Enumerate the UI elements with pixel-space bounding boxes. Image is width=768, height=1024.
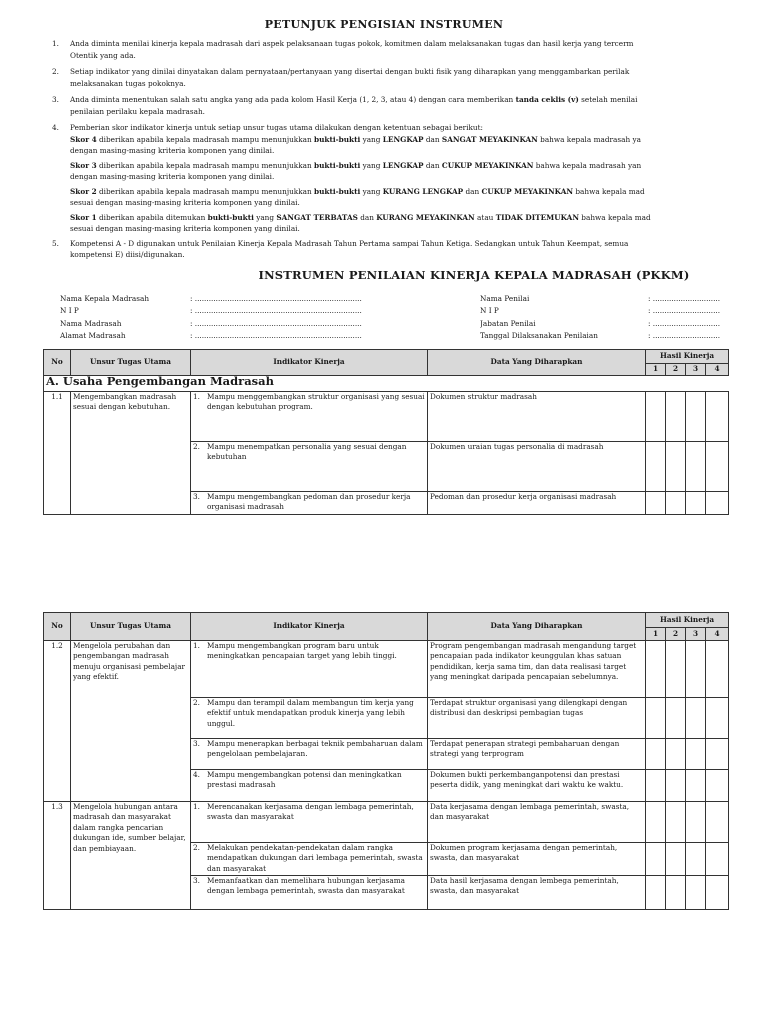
score-text: diberikan apabila kepala madrasah mampu menunjukkan (96, 186, 315, 196)
data-cell: Dokumen uraian tugas personalia di madrasah (428, 442, 646, 492)
score-text: diberikan apabila kepala madrasah mampu menunjukkan (96, 134, 315, 144)
score-text: bahwa kepala mad (573, 186, 645, 196)
indicator-cell (191, 641, 428, 698)
identity-row (60, 318, 362, 330)
indicator-cell (191, 492, 428, 515)
data-cell (428, 739, 646, 770)
score-cell-2[interactable] (666, 843, 686, 876)
data-text: Terdapat struktur organisasi yang dilengkapi dengan distribusi dan deskripsi pembagian tugas (430, 698, 628, 718)
indicator-text: Mampu mengembangkan program baru untuk meningkatkan pencapaian target yang lebih tinggi. (207, 641, 397, 661)
instruction-item (52, 122, 746, 235)
indicator-number: 2. (193, 843, 200, 852)
score-cell-2[interactable] (666, 770, 686, 802)
identity-value[interactable]: : ............................. (648, 294, 721, 303)
score-emphasis: bukti-bukti (207, 212, 254, 222)
score-emphasis: KURANG LENGKAP (382, 186, 464, 196)
identity-row (480, 293, 768, 305)
score-text: dengan masing-masing kriteria komponen yang dinilai. (70, 172, 275, 181)
instruction-number: 3. (52, 95, 59, 104)
data-cell (428, 770, 646, 802)
instruction-text: Otentik yang ada. (70, 50, 136, 60)
instrument-title: INSTRUMEN PENILAIAN KINERJA KEPALA MADRASAH (PKKM) (258, 268, 690, 282)
row-number: 1.2 (44, 641, 71, 802)
identity-value[interactable]: : ........................................................................ (190, 306, 362, 316)
score-text: yang (360, 134, 383, 144)
score-cell-2[interactable] (666, 641, 686, 698)
score-text: dan (463, 186, 482, 196)
indicator-text: Merencanakan kerjasama dengan lembaga pemerintah, swasta dan masyarakat (207, 802, 414, 822)
identity-row (480, 330, 768, 342)
indicator-text: Mampu menempatkan personalia yang sesuai dengan kebutuhan (207, 442, 407, 462)
header-data: Data Yang Diharapkan (428, 613, 646, 641)
score-cell-4[interactable] (706, 843, 729, 876)
instruction-text: Setiap indikator yang dinilai dinyatakan dalam pernyataan/pertanyaan yang disertai dengan bukti fisik yang diharapkan yang menggambarkan perilak (70, 67, 630, 76)
indicator-cell (191, 802, 428, 843)
instruction-text-part: Anda diminta menentukan salah satu angka yang ada pada kolom Hasil Kerja (1, 2, 3, atau 4) dengan cara memberikan (70, 95, 516, 104)
score-item (70, 160, 746, 183)
header-score-4: 4 (706, 628, 729, 641)
score-cell-2[interactable] (666, 739, 686, 770)
score-emphasis: LENGKAP (382, 134, 424, 144)
section-heading: A. Usaha Pengembangan Madrasah (44, 376, 729, 392)
score-emphasis: SANGAT TERBATAS (276, 212, 358, 222)
score-label: Skor 4 (70, 134, 97, 144)
data-cell: Dokumen program kerjasama dengan pemerintah, swasta, dan masyarakat (428, 843, 646, 876)
score-text: diberikan apabila ditemukan (96, 212, 208, 222)
score-emphasis: SANGAT MEYAKINKAN (441, 134, 538, 144)
data-cell (428, 698, 646, 739)
identity-label: Nama Penilai (480, 294, 530, 303)
instruction-text: kompetensi E) diisi/digunakan. (70, 250, 185, 259)
score-text: dan (423, 160, 442, 170)
header-hasil: Hasil Kinerja (646, 350, 729, 364)
score-cell-1[interactable] (646, 876, 666, 910)
instruction-text: melaksanakan tugas pokoknya. (70, 78, 186, 88)
instruction-text: Kompetensi A - D digunakan untuk Penilaian Kinerja Kepala Madrasah Tahun Pertama sampai Tahun Ketiga. Sedangkan untuk Tahun Keempat, semua (70, 238, 629, 248)
score-text: diberikan apabila kepala madrasah mampu menunjukkan (96, 160, 315, 170)
identity-row (60, 330, 362, 342)
score-emphasis: LENGKAP (382, 160, 424, 170)
score-cell-3[interactable] (686, 843, 706, 876)
identity-row (60, 293, 362, 305)
score-cell-4[interactable] (706, 442, 729, 492)
score-emphasis: TIDAK DITEMUKAN (495, 212, 579, 222)
score-label: Skor 1 (70, 212, 97, 222)
score-cell-1[interactable] (646, 392, 666, 442)
indicator-number: 1. (193, 392, 200, 401)
score-cell-1[interactable] (646, 843, 666, 876)
instruction-emphasis: tanda ceklis (v) (515, 95, 579, 104)
score-cell-4[interactable] (706, 770, 729, 802)
score-cell-3[interactable] (686, 698, 706, 739)
data-cell: Data hasil kerjasama dengan lembega pemerintah, swasta, dan masyarakat (428, 876, 646, 910)
score-emphasis: bukti-bukti (314, 186, 361, 196)
unsur-cell: Mengelola hubungan antara madrasah dan masyarakat dalam rangka pencarian dukungan ide, sumber belajar, dan pembiayaan. (71, 802, 191, 910)
score-cell-4[interactable] (706, 876, 729, 910)
score-text: yang (360, 160, 383, 170)
identity-label: Alamat Madrasah (60, 330, 126, 340)
score-cell-4[interactable] (706, 739, 729, 770)
score-text: dengan masing-masing kriteria komponen yang dinilai. (70, 146, 275, 155)
identity-value[interactable]: : ........................................................................ (190, 318, 362, 328)
score-cell-2[interactable] (666, 392, 686, 442)
score-text: dan (423, 134, 442, 144)
identity-row (60, 305, 362, 317)
score-cell-3[interactable] (686, 492, 706, 515)
identity-left (60, 293, 362, 342)
indicator-cell (191, 392, 428, 442)
score-cell-4[interactable] (706, 392, 729, 442)
instruction-text: Anda diminta menilai kinerja kepala madrasah dari aspek pelaksanaan tugas pokok, komitmen dalam melaksanakan tugas dan hasil kerja yang tercerm (70, 39, 634, 48)
assessment-table-2 (43, 612, 729, 910)
data-text: Terdapat penerapan strategi pembaharuan dengan strategi yang terprogram (430, 739, 620, 759)
score-cell-1[interactable] (646, 442, 666, 492)
unsur-cell: Mengelola perubahan dan pengembangan madrasah menuju organisasi pembelajar yang efektif. (71, 641, 191, 802)
instruction-number: 1. (52, 39, 59, 48)
score-text: yang (360, 186, 383, 196)
instruction-item (52, 238, 746, 261)
indicator-text: Mampu dan terampil dalam membangun tim kerja yang efektif untuk mendapatkan produk kinerja yang lebih unggul. (207, 698, 414, 728)
score-cell-2[interactable] (666, 802, 686, 843)
identity-row (480, 305, 768, 317)
identity-value[interactable]: : ............................. (648, 306, 721, 316)
score-cell-4[interactable] (706, 641, 729, 698)
instruction-text: Pemberian skor indikator kinerja untuk setiap unsur tugas utama dilakukan dengan ketentuan sebagai berikut: (70, 123, 483, 132)
header-data: Data Yang Diharapkan (428, 350, 646, 376)
identity-label: Tanggal Dilaksanakan Penilaian (480, 330, 598, 340)
header-unsur: Unsur Tugas Utama (71, 613, 191, 641)
header-unsur: Unsur Tugas Utama (71, 350, 191, 376)
instruction-number: 2. (52, 67, 59, 76)
score-cell-4[interactable] (706, 802, 729, 843)
score-cell-3[interactable] (686, 876, 706, 910)
score-emphasis: CUKUP MEYAKINKAN (481, 186, 574, 196)
score-cell-3[interactable] (686, 739, 706, 770)
score-cell-1[interactable] (646, 739, 666, 770)
score-cell-1[interactable] (646, 770, 666, 802)
identity-right (480, 293, 768, 342)
indicator-cell (191, 698, 428, 739)
identity-label: Nama Kepala Madrasah (60, 294, 150, 303)
score-emphasis: bukti-bukti (314, 134, 361, 144)
indicator-number: 2. (193, 442, 200, 451)
score-list (70, 134, 746, 235)
identity-value[interactable]: : ............................. (648, 330, 721, 340)
score-cell-1[interactable] (646, 492, 666, 515)
indicator-cell (191, 843, 428, 876)
identity-label: N I P (480, 306, 499, 316)
instruction-number: 4. (52, 123, 59, 132)
indicator-text: Memanfaatkan dan memelihara hubungan kerjasama dengan lembaga pemerintah, swasta dan masyarakat (207, 876, 405, 896)
indicator-cell (191, 876, 428, 910)
score-text: bahwa kepala mad (578, 212, 651, 222)
indicator-number: 3. (193, 739, 200, 748)
data-cell (428, 641, 646, 698)
identity-label: Nama Madrasah (60, 318, 122, 328)
header-hasil: Hasil Kinerja (646, 613, 729, 628)
instruction-item (52, 66, 746, 89)
score-emphasis: CUKUP MEYAKINKAN (441, 160, 534, 170)
score-cell-3[interactable] (686, 392, 706, 442)
score-cell-1[interactable] (646, 802, 666, 843)
score-cell-3[interactable] (686, 802, 706, 843)
instruction-item (52, 94, 746, 117)
score-text: bahwa kepala madrasah yan (533, 160, 642, 170)
page-title: PETUNJUK PENGISIAN INSTRUMEN (264, 18, 504, 31)
score-text: yang (253, 212, 277, 222)
identity-label: N I P (60, 306, 79, 316)
score-cell-2[interactable] (666, 492, 686, 515)
score-label: Skor 2 (70, 186, 97, 196)
indicator-text: Mampu menerapkan berbagai teknik pembaharuan dalam pengelolaan pembelajaran. (207, 739, 423, 759)
score-label: Skor 3 (70, 160, 97, 170)
score-text: sesuai dengan masing-masing kriteria komponen yang dinilai. (70, 224, 300, 233)
identity-label: Jabatan Penilai (480, 318, 536, 328)
indicator-text: Mampu menggembangkan struktur organisasi yang sesuai dengan kebutuhan program. (207, 392, 425, 412)
score-cell-3[interactable] (686, 442, 706, 492)
indicator-cell (191, 739, 428, 770)
header-score-3: 3 (686, 628, 706, 641)
data-text: Program pengembangan madrasah mengandung target pencapaian pada indikator keunggulan khas satuan pendidikan, kerja sama tim, dan data realisasi target yang meningkat daripada pencapaian sebelumnya. (430, 641, 637, 682)
score-cell-3[interactable] (686, 641, 706, 698)
score-item (70, 212, 746, 235)
instruction-list (52, 38, 752, 266)
indicator-cell (191, 442, 428, 492)
indicator-number: 1. (193, 802, 200, 811)
score-text: atau (474, 212, 496, 222)
indicator-number: 2. (193, 698, 200, 707)
score-cell-2[interactable] (666, 698, 686, 739)
unsur-cell: Mengembangkan madrasah sesuai dengan kebutuhan. (71, 392, 191, 515)
score-text: dan (357, 212, 377, 222)
indicator-text: Mampu mengembangkan pedoman dan prosedur kerja organisasi madrasah (207, 492, 411, 512)
instruction-text: penilaian perilaku kepala madrasah. (70, 106, 206, 116)
header-score-2: 2 (666, 628, 686, 641)
instruction-number: 5. (52, 238, 59, 248)
indicator-number: 3. (193, 876, 200, 885)
header-no: No (44, 350, 71, 376)
score-cell-4[interactable] (706, 492, 729, 515)
score-cell-1[interactable] (646, 641, 666, 698)
row-number: 1.1 (44, 392, 71, 515)
identity-row (480, 318, 768, 330)
identity-value[interactable]: : ........................................................................ (190, 294, 362, 303)
instruction-item (52, 38, 746, 61)
row-number: 1.3 (44, 802, 71, 910)
header-score-1: 1 (646, 628, 666, 641)
data-cell: Dokumen struktur madrasah (428, 392, 646, 442)
identity-value[interactable]: : ........................................................................ (190, 330, 362, 340)
data-cell: Data kerjasama dengan lembaga pemerintah, swasta, dan masyarakat (428, 802, 646, 843)
indicator-text: Melakukan pendekatan-pendekatan dalam rangka mendapatkan dukungan dari lembaga pemerintah, swasta dan masyarakat (207, 843, 423, 873)
score-text: bahwa kepala madrasah ya (537, 134, 641, 144)
score-cell-4[interactable] (706, 698, 729, 739)
instruction-text (70, 94, 746, 106)
indicator-text: Mampu mengembangkan potensi dan meningkatkan prestasi madrasah (207, 770, 402, 790)
score-text: sesuai dengan masing-masing kriteria komponen yang dinilai. (70, 198, 300, 207)
header-no: No (44, 613, 71, 641)
data-cell: Pedoman dan prosedur kerja organisasi madrasah (428, 492, 646, 515)
score-cell-2[interactable] (666, 876, 686, 910)
header-score-2: 2 (666, 364, 686, 376)
header-indikator: Indikator Kinerja (191, 613, 428, 641)
score-emphasis: KURANG MEYAKINKAN (376, 212, 475, 222)
score-cell-3[interactable] (686, 770, 706, 802)
instruction-text-part: setelah menilai (578, 95, 638, 104)
score-cell-1[interactable] (646, 698, 666, 739)
indicator-cell (191, 770, 428, 802)
data-text: Dokumen bukti perkembanganpotensi dan prestasi peserta didik, yang meningkat dari waktu ke waktu. (430, 770, 624, 790)
score-item (70, 134, 746, 157)
identity-value[interactable]: : ............................. (648, 318, 721, 328)
indicator-number: 3. (193, 492, 200, 501)
score-cell-2[interactable] (666, 442, 686, 492)
header-score-3: 3 (686, 364, 706, 376)
score-item (70, 186, 746, 209)
assessment-table-1 (43, 349, 729, 515)
header-score-1: 1 (646, 364, 666, 376)
indicator-number: 4. (193, 770, 200, 779)
header-score-4: 4 (706, 364, 729, 376)
indicator-number: 1. (193, 641, 200, 650)
score-emphasis: bukti-bukti (314, 160, 361, 170)
header-indikator: Indikator Kinerja (191, 350, 428, 376)
